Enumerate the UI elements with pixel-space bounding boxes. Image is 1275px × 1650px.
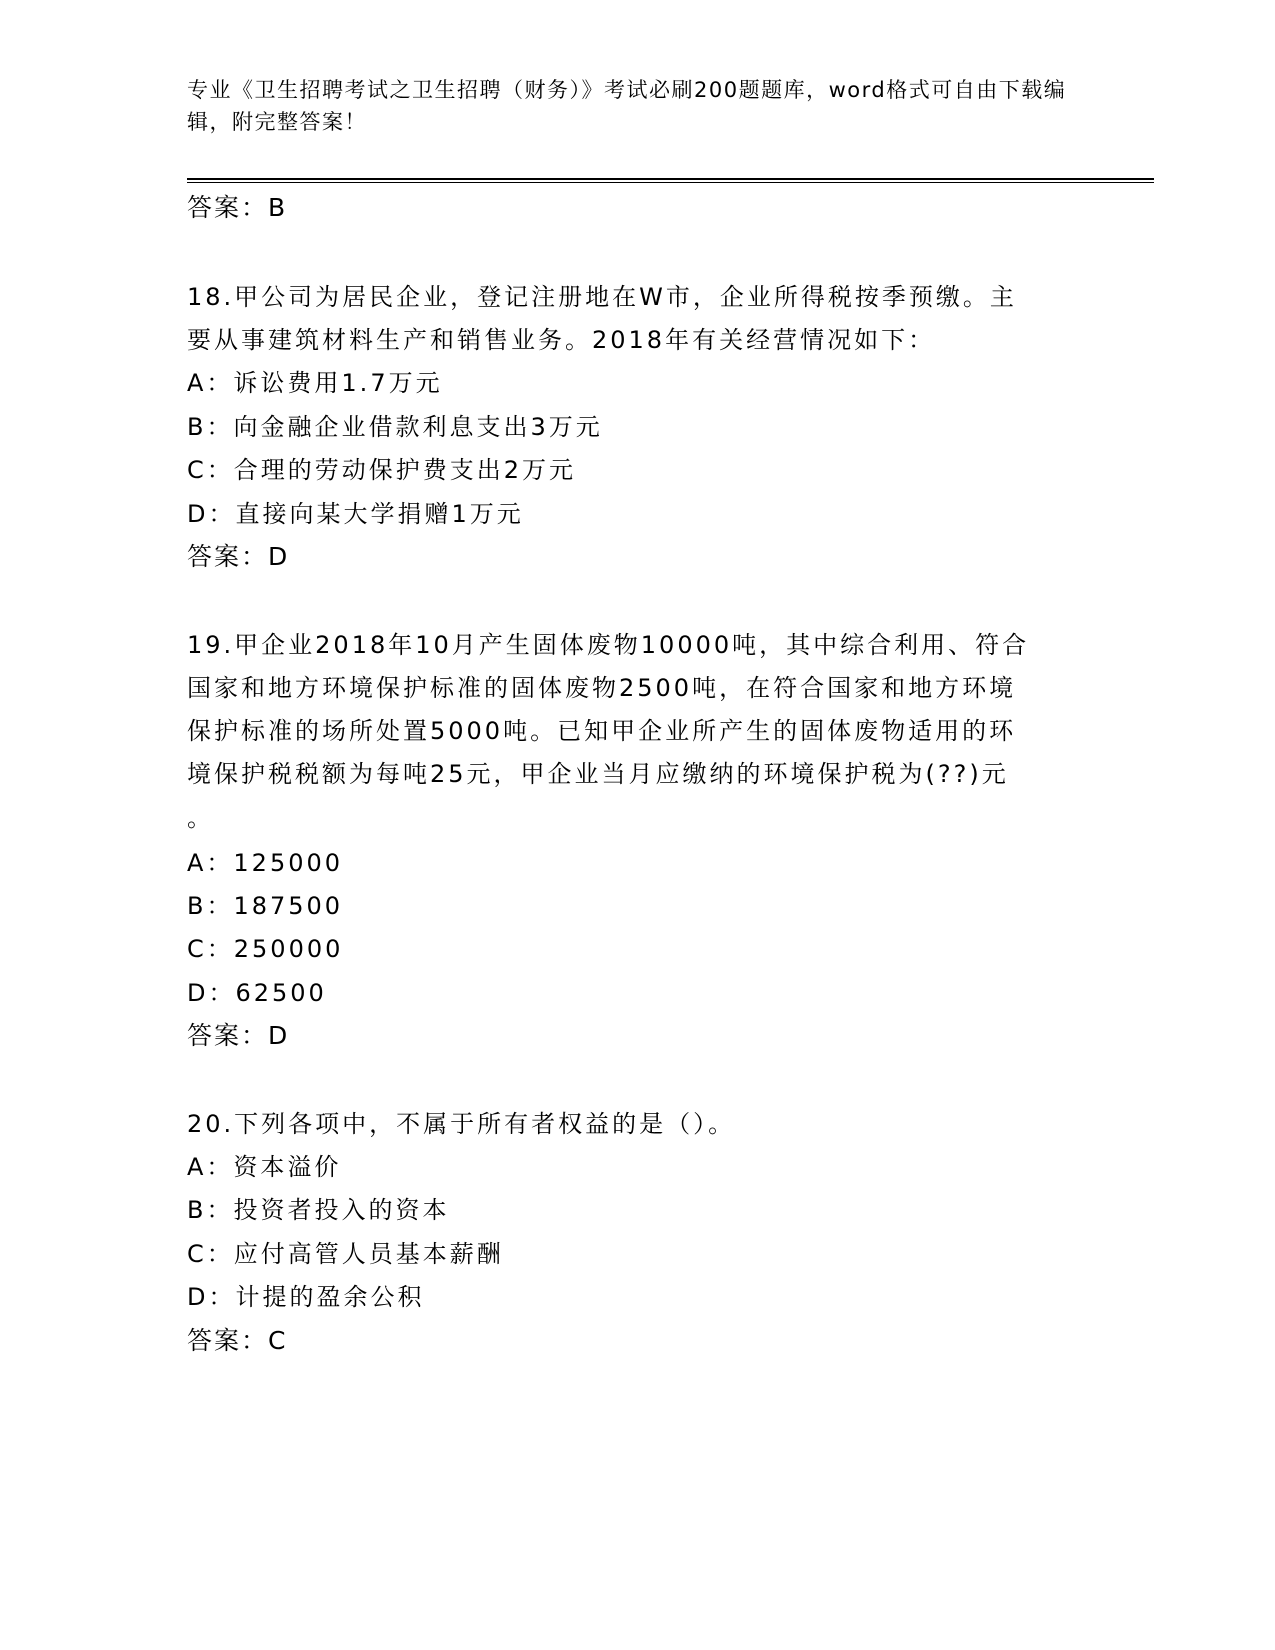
answer-value: D — [268, 542, 289, 571]
q20-option-b: B：投资者投入的资本 — [187, 1196, 450, 1224]
q19-option-a: A：125000 — [187, 849, 344, 877]
answer-label: 答案： — [187, 1326, 269, 1355]
answer-q20 — [187, 1321, 286, 1357]
q19-option-b: B：187500 — [187, 892, 344, 920]
answer-label: 答案： — [187, 542, 269, 571]
q19-stem-line-5: 。 — [187, 804, 214, 832]
answer-label: 答案： — [187, 193, 269, 222]
q18-option-c: C：合理的劳动保护费支出2万元 — [187, 456, 577, 484]
q18-option-a: A：诉讼费用1.7万元 — [187, 369, 443, 397]
q20-option-a: A：资本溢价 — [187, 1153, 342, 1181]
answer-value: D — [268, 1021, 289, 1050]
header-divider — [187, 178, 1154, 180]
answer-q19 — [187, 1016, 288, 1052]
q18-stem-line-1: 18.甲公司为居民企业，登记注册地在W市，企业所得税按季预缴。主 — [187, 283, 1017, 311]
q20-option-d: D：计提的盈余公积 — [187, 1283, 425, 1311]
q20-option-c: C：应付高管人员基本薪酬 — [187, 1240, 504, 1268]
q19-stem-line-1: 19.甲企业2018年10月产生固体废物10000吨，其中综合利用、符合 — [187, 631, 1030, 659]
answer-value: B — [268, 193, 287, 222]
header-divider-thin — [187, 182, 1154, 183]
answer-value: C — [268, 1326, 287, 1355]
q18-stem-line-2: 要从事建筑材料生产和销售业务。2018年有关经营情况如下： — [187, 326, 936, 354]
q18-option-b: B：向金融企业借款利息支出3万元 — [187, 413, 603, 441]
q20-stem-line-1: 20.下列各项中，不属于所有者权益的是（）。 — [187, 1110, 736, 1138]
q19-option-d: D：62500 — [187, 979, 327, 1007]
answer-q17 — [187, 188, 286, 224]
q19-stem-line-4: 境保护税税额为每吨25元，甲企业当月应缴纳的环境保护税为(??)元 — [187, 760, 1009, 788]
q19-stem-line-3: 保护标准的场所处置5000吨。已知甲企业所产生的固体废物适用的环 — [187, 717, 1017, 745]
answer-q18 — [187, 537, 288, 573]
q19-option-c: C：250000 — [187, 935, 344, 963]
document-header: 专业《卫生招聘考试之卫生招聘（财务）》考试必刷200题题库，word格式可自由下载编辑，附完整答案！ — [187, 78, 1067, 134]
answer-label: 答案： — [187, 1021, 269, 1050]
q19-stem-line-2: 国家和地方环境保护标准的固体废物2500吨，在符合国家和地方环境 — [187, 674, 1017, 702]
q18-option-d: D：直接向某大学捐赠1万元 — [187, 500, 524, 528]
